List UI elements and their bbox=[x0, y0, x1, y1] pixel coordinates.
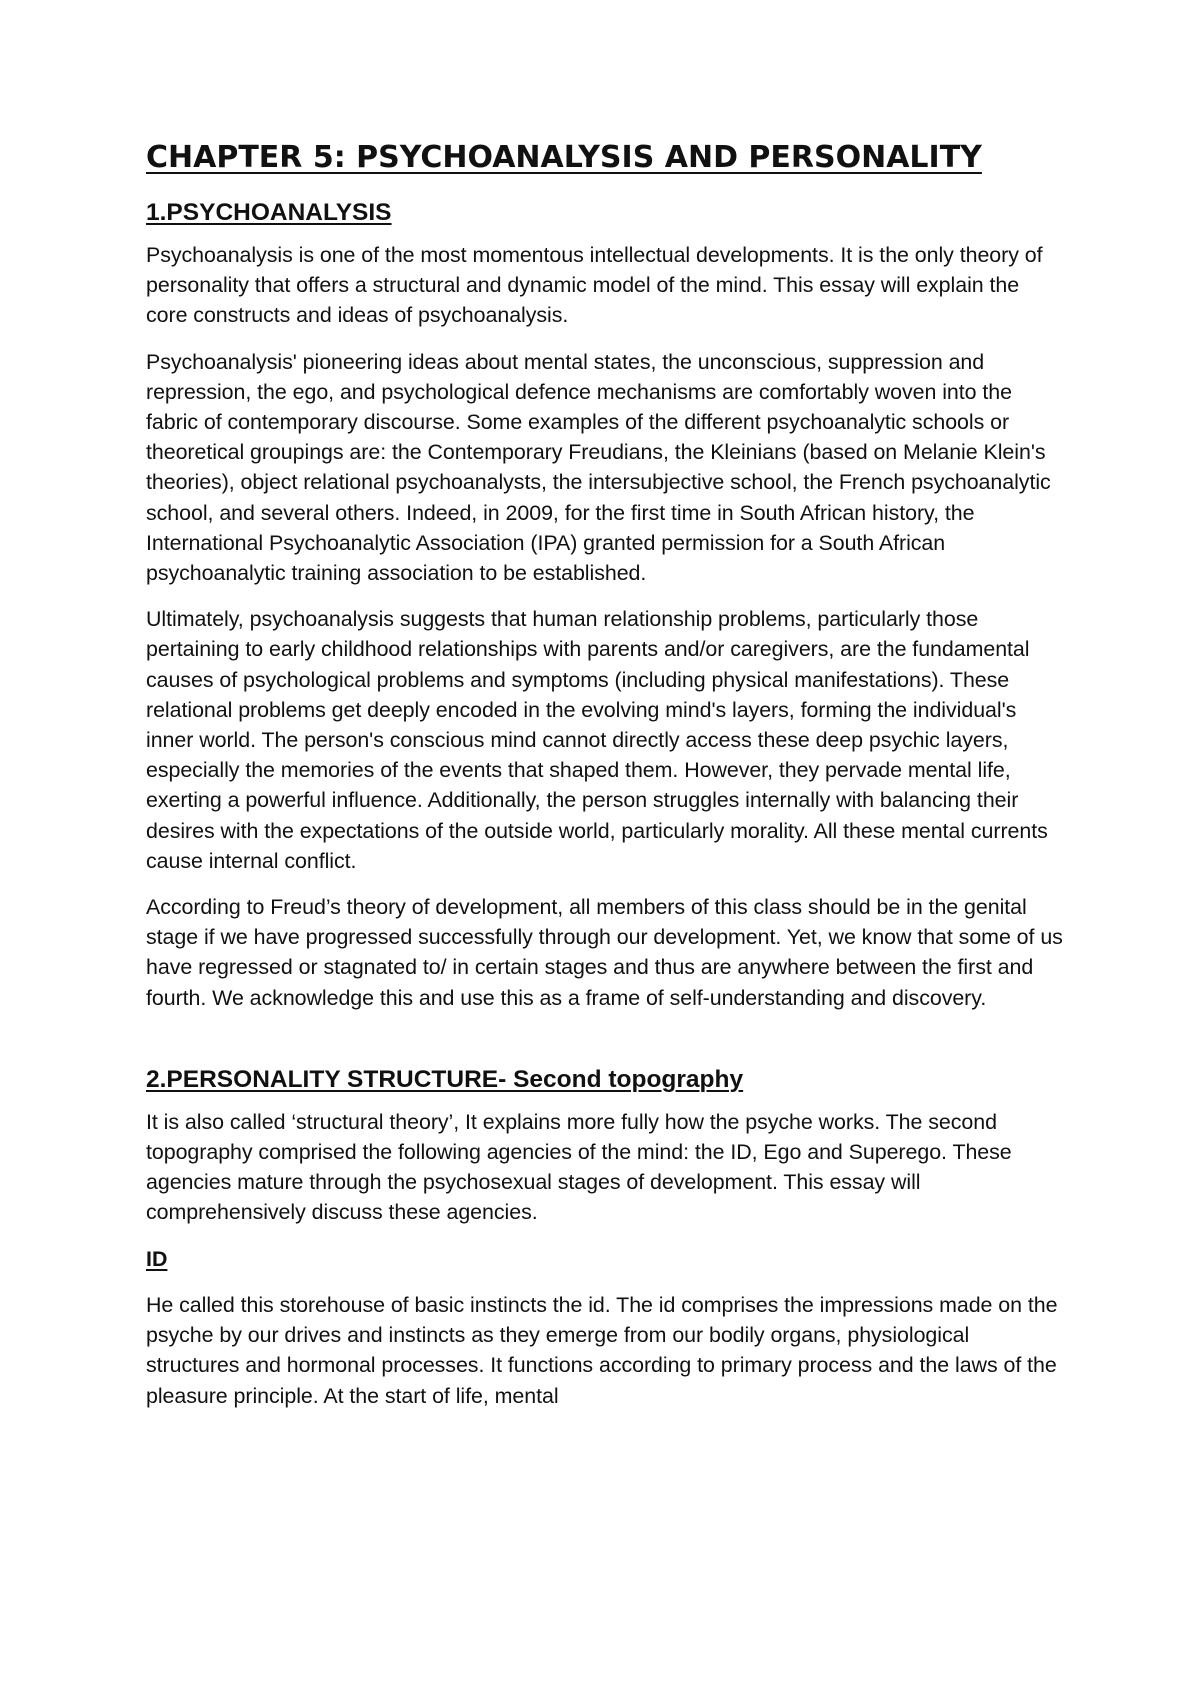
document-body bbox=[146, 138, 1066, 1427]
section-heading-psychoanalysis: 1.PSYCHOANALYSIS bbox=[146, 199, 392, 226]
paragraph-psychoanalysis-intro: Psychoanalysis is one of the most momentous intellectual developments. It is the only theory of personality that offers a structural and dynamic model of the mind. This essay will explain the core constructs and ideas of psychoanalysis. bbox=[146, 243, 1043, 328]
subheading-id: ID bbox=[146, 1246, 168, 1271]
section-heading-personality-structure: 2.PERSONALITY STRUCTURE- Second topography bbox=[146, 1065, 744, 1093]
paragraph-relationship-problems: Ultimately, psychoanalysis suggests that human relationship problems, particularly those pertaining to early childhood relationships with parents and/or caregivers, are the fundamental causes of psychological problems and symptoms (including physical manifestations). These relational problems get deeply encoded in the evolving mind's layers, forming the individual's inner world. The person's conscious mind cannot directly access these deep psychic layers, especially the memories of the events that shaped them. However, they pervade mental life, exerting a powerful influence. Additionally, the person struggles internally with balancing their desires with the expectations of the outside world, particularly morality. All these mental currents cause internal conflict. bbox=[146, 607, 1048, 873]
paragraph-id-description: He called this storehouse of basic instincts the id. The id comprises the impressions made on the psyche by our drives and instincts as they emerge from our bodily organs, physiological structures and hormonal processes. It functions according to primary process and the laws of the pleasure principle. At the start of life, mental bbox=[146, 1292, 1058, 1408]
paragraph-structural-theory: It is also called ‘structural theory’, It explains more fully how the psyche works. The second topography comprised the following agencies of the mind: the ID, Ego and Superego. These agencies mature through the psychosexual stages of development. This essay will comprehensively discuss these agencies. bbox=[146, 1109, 1012, 1225]
chapter-title: CHAPTER 5: PSYCHOANALYSIS AND PERSONALITY bbox=[146, 140, 982, 175]
paragraph-pioneering-ideas: Psychoanalysis' pioneering ideas about mental states, the unconscious, suppression and repression, the ego, and psychological defence mechanisms are comfortably woven into the fabric of contemporary discourse. Some examples of the different psychoanalytic schools or theoretical groupings are: the Contemporary Freudians, the Kleinians (based on Melanie Klein's theories), object relational psychoanalysts, the intersubjective school, the French psychoanalytic school, and several others. Indeed, in 2009, for the first time in South African history, the International Psychoanalytic Association (IPA) granted permission for a South African psychoanalytic training association to be established. bbox=[146, 349, 1051, 586]
paragraph-freud-development: According to Freud’s theory of development, all members of this class should be in the genital stage if we have progressed successfully through our development. Yet, we know that some of us have regressed or stagnated to/ in certain stages and thus are anywhere between the first and fourth. We acknowledge this and use this as a frame of self-understanding and discovery. bbox=[146, 895, 1063, 1010]
